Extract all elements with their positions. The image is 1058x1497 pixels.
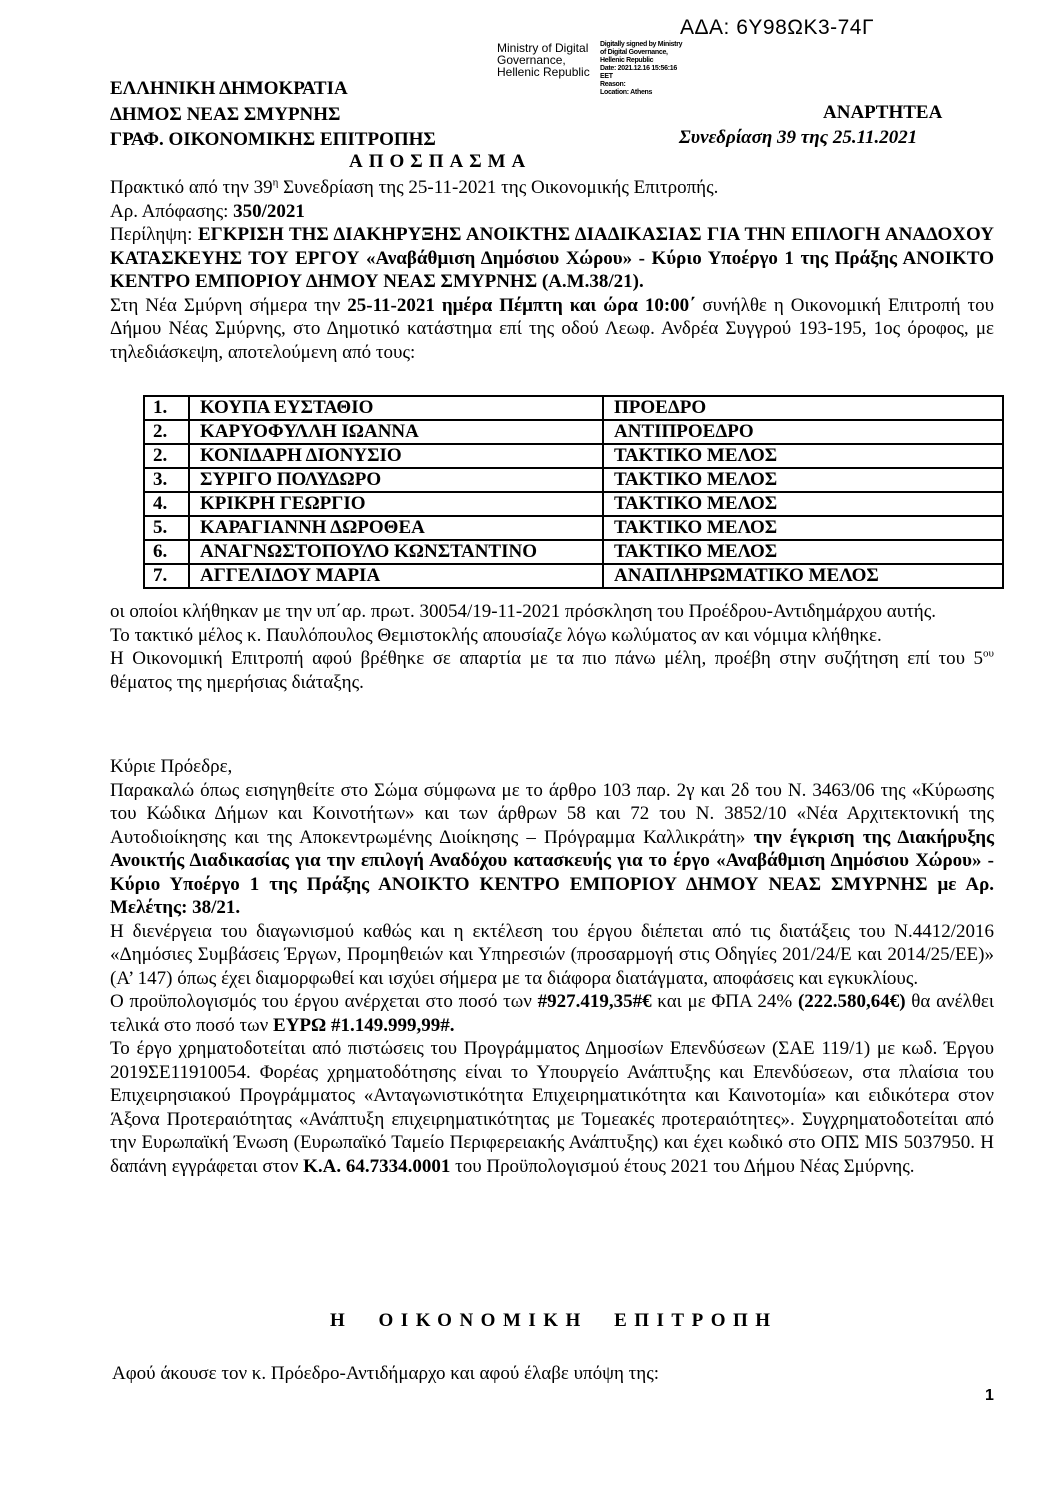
signature-details <box>600 41 682 97</box>
member-number: 2. <box>144 420 189 444</box>
salutation: Κύριε Πρόεδρε, <box>110 756 233 777</box>
table-row <box>144 516 1003 540</box>
member-number: 3. <box>144 468 189 492</box>
budget-paragraph <box>110 990 994 1037</box>
members-table <box>143 395 1004 589</box>
member-role: ΤΑΚΤΙΚΟ ΜΕΛΟΣ <box>603 444 1003 468</box>
member-number: 4. <box>144 492 189 516</box>
member-name: ΚΡΙΚΡΗ ΓΕΩΡΓΙΟ <box>189 492 603 516</box>
ada-code: ΑΔΑ: 6Υ98ΩΚ3-74Γ <box>680 16 875 39</box>
summary-label: Περίληψη: <box>110 224 198 245</box>
meeting-text-rest: συνήλθε η Οικονομική Επιτροπή του Δήμου Νέας Σμύρνης, στο Δημοτικό κατάστημα επί της οδού Λεωφ. Ανδρέα Συγγρού 193-195, 1ος όροφος, με τηλεδιάσκεψη, αποτελούμενη από τους: <box>110 294 994 363</box>
member-role: ΤΑΚΤΙΚΟ ΜΕΛΟΣ <box>603 516 1003 540</box>
proposal-text: Παρακαλώ όπως εισηγηθείτε στο Σώμα σύμφωνα με το άρθρο 103 παρ. 2γ και 2δ του Ν. 3463/06 της «Κύρωσης του Κώδικα Δήμων και Κοινοτήτων» και των άρθρων 58 και 72 του Ν. 3852/10 «Νέα Αρχιτεκτονική της Αυτοδιοίκησης και της Αποκεντρωμένης Διοίκησης – Πρόγραμμα Καλλικράτη» <box>110 779 994 848</box>
proposal-section <box>110 755 994 1178</box>
table-row <box>144 444 1003 468</box>
member-role: ΑΝΤΙΠΡΟΕΔΡΟ <box>603 420 1003 444</box>
funding-paragraph <box>110 1037 994 1178</box>
table-row <box>144 564 1003 588</box>
table-row <box>144 468 1003 492</box>
meeting-text: Στη Νέα Σμύρνη σήμερα την <box>110 294 348 316</box>
member-name: ΚΑΡΥΟΦΥΛΛΗ ΙΩΑΝΝΑ <box>189 420 603 444</box>
closing-line: Αφού άκουσε τον κ. Πρόεδρο-Αντιδήμαρχο και αφού έλαβε υπόψη της: <box>112 1363 660 1384</box>
member-name: ΑΓΓΕΛΙΔΟΥ ΜΑΡΙΑ <box>189 564 603 588</box>
signature-detail: Hellenic Republic <box>600 57 654 64</box>
signature-detail: Digitally signed by Ministry <box>600 41 683 48</box>
after-table-section <box>110 600 994 694</box>
header-republic: ΕΛΛΗΝΙΚΗ ΔΗΜΟΚΡΑΤΙΑ <box>110 78 348 99</box>
budget-text: θα ανέλθει τελικά στο ποσό των <box>110 991 995 1036</box>
proposal-paragraph-2: Η διενέργεια του διαγωνισμού καθώς και η εκτέλεση του έργου διέπεται από τις διατάξεις του Ν.4412/2016 «Δημόσιες Συμβάσεις Έργων, Προμηθειών και Υπηρεσιών (προσαρμογή στις Οδηγίες 201/24/Ε και 2014/25/ΕΕ)» (Α’ 147) όπως έχει διαμορφωθεί και ισχύει σήμερα με τα διάφορα διατάγματα, αποφάσεις και εγκυκλίους. <box>110 920 994 989</box>
document-title: ΑΠΟΣΠΑΣΜΑ <box>349 151 532 172</box>
header-municipality: ΔΗΜΟΣ ΝΕΑΣ ΣΜΥΡΝΗΣ <box>110 104 341 125</box>
table-row <box>144 492 1003 516</box>
member-number: 7. <box>144 564 189 588</box>
member-number: 1. <box>144 396 189 420</box>
decision-number: 350/2021 <box>233 200 305 222</box>
quorum-text: Η Οικονομική Επιτροπή αφού βρέθηκε σε απαρτία με τα πιο πάνω μέλη, προέβη στην συζήτηση επί του 5 <box>110 648 984 669</box>
proposal-approval-text: την έγκριση της Διακήρυξης Ανοικτής Διαδικασίας για την επιλογή Αναδόχου κατασκευής για το έργο «Αναβάθμιση Δημόσιου Χώρου» - Κύριο Υποέργο 1 της Πράξης ΑΝΟΙΚΤΟ ΚΕΝΤΡΟ ΕΜΠΟΡΙΟΥ ΔΗΜΟΥ ΝΕΑΣ ΣΜΥΡΝΗΣ με Αρ. Μελέτης: 38/21. <box>110 826 995 918</box>
member-number: 5. <box>144 516 189 540</box>
signature-detail: Location: Athens <box>600 89 653 96</box>
minutes-text-rest: Συνεδρίαση της 25-11-2021 της Οικονομικής Επιτροπής. <box>278 177 719 198</box>
signer-line: Governance, <box>497 53 566 67</box>
member-name: ΚΟΥΠΑ ΕΥΣΤΑΘΙΟ <box>189 396 603 420</box>
minutes-text: Πρακτικό από την 39 <box>110 177 273 198</box>
quorum-paragraph <box>110 647 994 694</box>
table-row <box>144 396 1003 420</box>
member-name: ΚΑΡΑΓΙΑΝΝΗ ΔΩΡΟΘΕΑ <box>189 516 603 540</box>
minutes-sup: η <box>272 176 279 189</box>
table-row <box>144 540 1003 564</box>
member-role: ΑΝΑΠΛΗΡΩΜΑΤΙΚΟ ΜΕΛΟΣ <box>603 564 1003 588</box>
member-name: ΚΟΝΙΔΑΡΗ ΔΙΟΝΥΣΙΟ <box>189 444 603 468</box>
member-number: 6. <box>144 540 189 564</box>
decision-line <box>110 200 994 224</box>
quorum-sup: ου <box>983 647 994 660</box>
member-role: ΤΑΚΤΙΚΟ ΜΕΛΟΣ <box>603 540 1003 564</box>
proposal-paragraph-1 <box>110 779 994 920</box>
invitation-paragraph: οι οποίοι κλήθηκαν με την υπ΄αρ. πρωτ. 30054/19-11-2021 πρόσκληση του Προέδρου-Αντιδημάρχου αυτής. <box>110 601 936 622</box>
signature-signer <box>497 42 590 78</box>
quorum-text-rest: θέματος της ημερήσιας διάταξης. <box>110 671 364 693</box>
budget-text: Ο προϋπολογισμός του έργου ανέρχεται στο ποσό των <box>110 991 538 1012</box>
minutes-line <box>110 176 994 200</box>
posting-label: ΑΝΑΡΤΗΤΕΑ <box>823 102 943 123</box>
decision-label: Αρ. Απόφασης: <box>110 200 234 222</box>
intro-section <box>110 176 994 364</box>
funding-text-rest: του Προϋπολογισμού έτους 2021 του Δήμου Νέας Σμύρνης. <box>450 1155 915 1177</box>
session-label: Συνεδρίαση 39 της 25.11.2021 <box>679 127 918 148</box>
table-row <box>144 420 1003 444</box>
member-name: ΑΝΑΓΝΩΣΤΟΠΟΥΛΟ ΚΩΝΣΤΑΝΤΙΝΟ <box>189 540 603 564</box>
member-role: ΤΑΚΤΙΚΟ ΜΕΛΟΣ <box>603 492 1003 516</box>
meeting-line <box>110 294 994 365</box>
signature-detail: of Digital Governance, <box>600 49 668 56</box>
header-office: ΓΡΑΦ. ΟΙΚΟΝΟΜΙΚΗΣ ΕΠΙΤΡΟΠΗΣ <box>110 129 436 150</box>
summary-line <box>110 223 994 294</box>
signature-detail: Date: 2021.12.16 15:56:16 <box>600 65 677 72</box>
total-amount: ΕΥΡΩ #1.149.999,99#. <box>273 1014 455 1036</box>
funding-text: Το έργο χρηματοδοτείται από πιστώσεις του Προγράμματος Δημοσίων Επενδύσεων (ΣΑΕ 119/1) με κωδ. Έργου 2019ΣΕ11910054. Φορέας χρηματοδότησης είναι το Υπουργείο Ανάπτυξης και Επενδύσεων, στα πλαίσια του Επιχειρησιακού Προγράμματος «Ανταγωνιστικότητα Επιχειρηματικότητα και Καινοτομία» και ειδικότερα στον Άξονα Προτεραιότητας «Ανάπτυξη επιχειρηματικότητας με Τομεακές προτεραιότητες». Συγχρηματοδοτείται από την Ευρωπαϊκή Ένωση (Ευρωπαϊκό Ταμείο Περιφερειακής Ανάπτυξης) και έχει κωδικό στο ΟΠΣ MIS 5037950. Η δαπάνη εγγράφεται στον <box>110 1038 994 1177</box>
committee-heading: Η ΟΙΚΟΝΟΜΙΚΗ ΕΠΙΤΡΟΠΗ <box>330 1310 778 1331</box>
vat-amount: (222.580,64€) <box>797 991 906 1012</box>
budget-code: Κ.Α. 64.7334.0001 <box>303 1155 451 1177</box>
absence-paragraph: Το τακτικό μέλος κ. Παυλόπουλος Θεμιστοκλής απουσίαζε λόγω κωλύματος αν και νόμιμα κλήθηκε. <box>110 624 882 646</box>
member-role: ΤΑΚΤΙΚΟ ΜΕΛΟΣ <box>603 468 1003 492</box>
signature-detail: Reason: <box>600 81 626 88</box>
page-number: 1 <box>985 1387 994 1404</box>
summary-text: ΕΓΚΡΙΣΗ ΤΗΣ ΔΙΑΚΗΡΥΞΗΣ ΑΝΟΙΚΤΗΣ ΔΙΑΔΙΚΑΣΙΑΣ ΓΙΑ ΤΗΝ ΕΠΙΛΟΓΗ ΑΝΑΔΟΧΟΥ ΚΑΤΑΣΚΕΥΗΣ ΤΟΥ ΕΡΓΟΥ «Αναβάθμιση Δημόσιου Χώρου» - Κύριο Υποέργο 1 της Πράξης ΑΝΟΙΚΤΟ ΚΕΝΤΡΟ ΕΜΠΟΡΙΟΥ ΔΗΜΟΥ ΝΕΑΣ ΣΜΥΡΝΗΣ (Α.Μ.38/21). <box>110 224 994 292</box>
signature-detail: EET <box>600 73 613 80</box>
signer-line: Hellenic Republic <box>497 65 590 79</box>
member-name: ΣΥΡΙΓΟ ΠΟΛΥΔΩΡΟ <box>189 468 603 492</box>
meeting-datetime: 25-11-2021 ημέρα Πέμπτη και ώρα 10:00΄ <box>347 294 696 316</box>
signer-line: Ministry of Digital <box>497 41 589 55</box>
member-number: 2. <box>144 444 189 468</box>
member-role: ΠΡΟΕΔΡΟ <box>603 396 1003 420</box>
budget-text: και με ΦΠΑ 24% <box>651 991 798 1012</box>
budget-amount: #927.419,35#€ <box>537 991 652 1012</box>
